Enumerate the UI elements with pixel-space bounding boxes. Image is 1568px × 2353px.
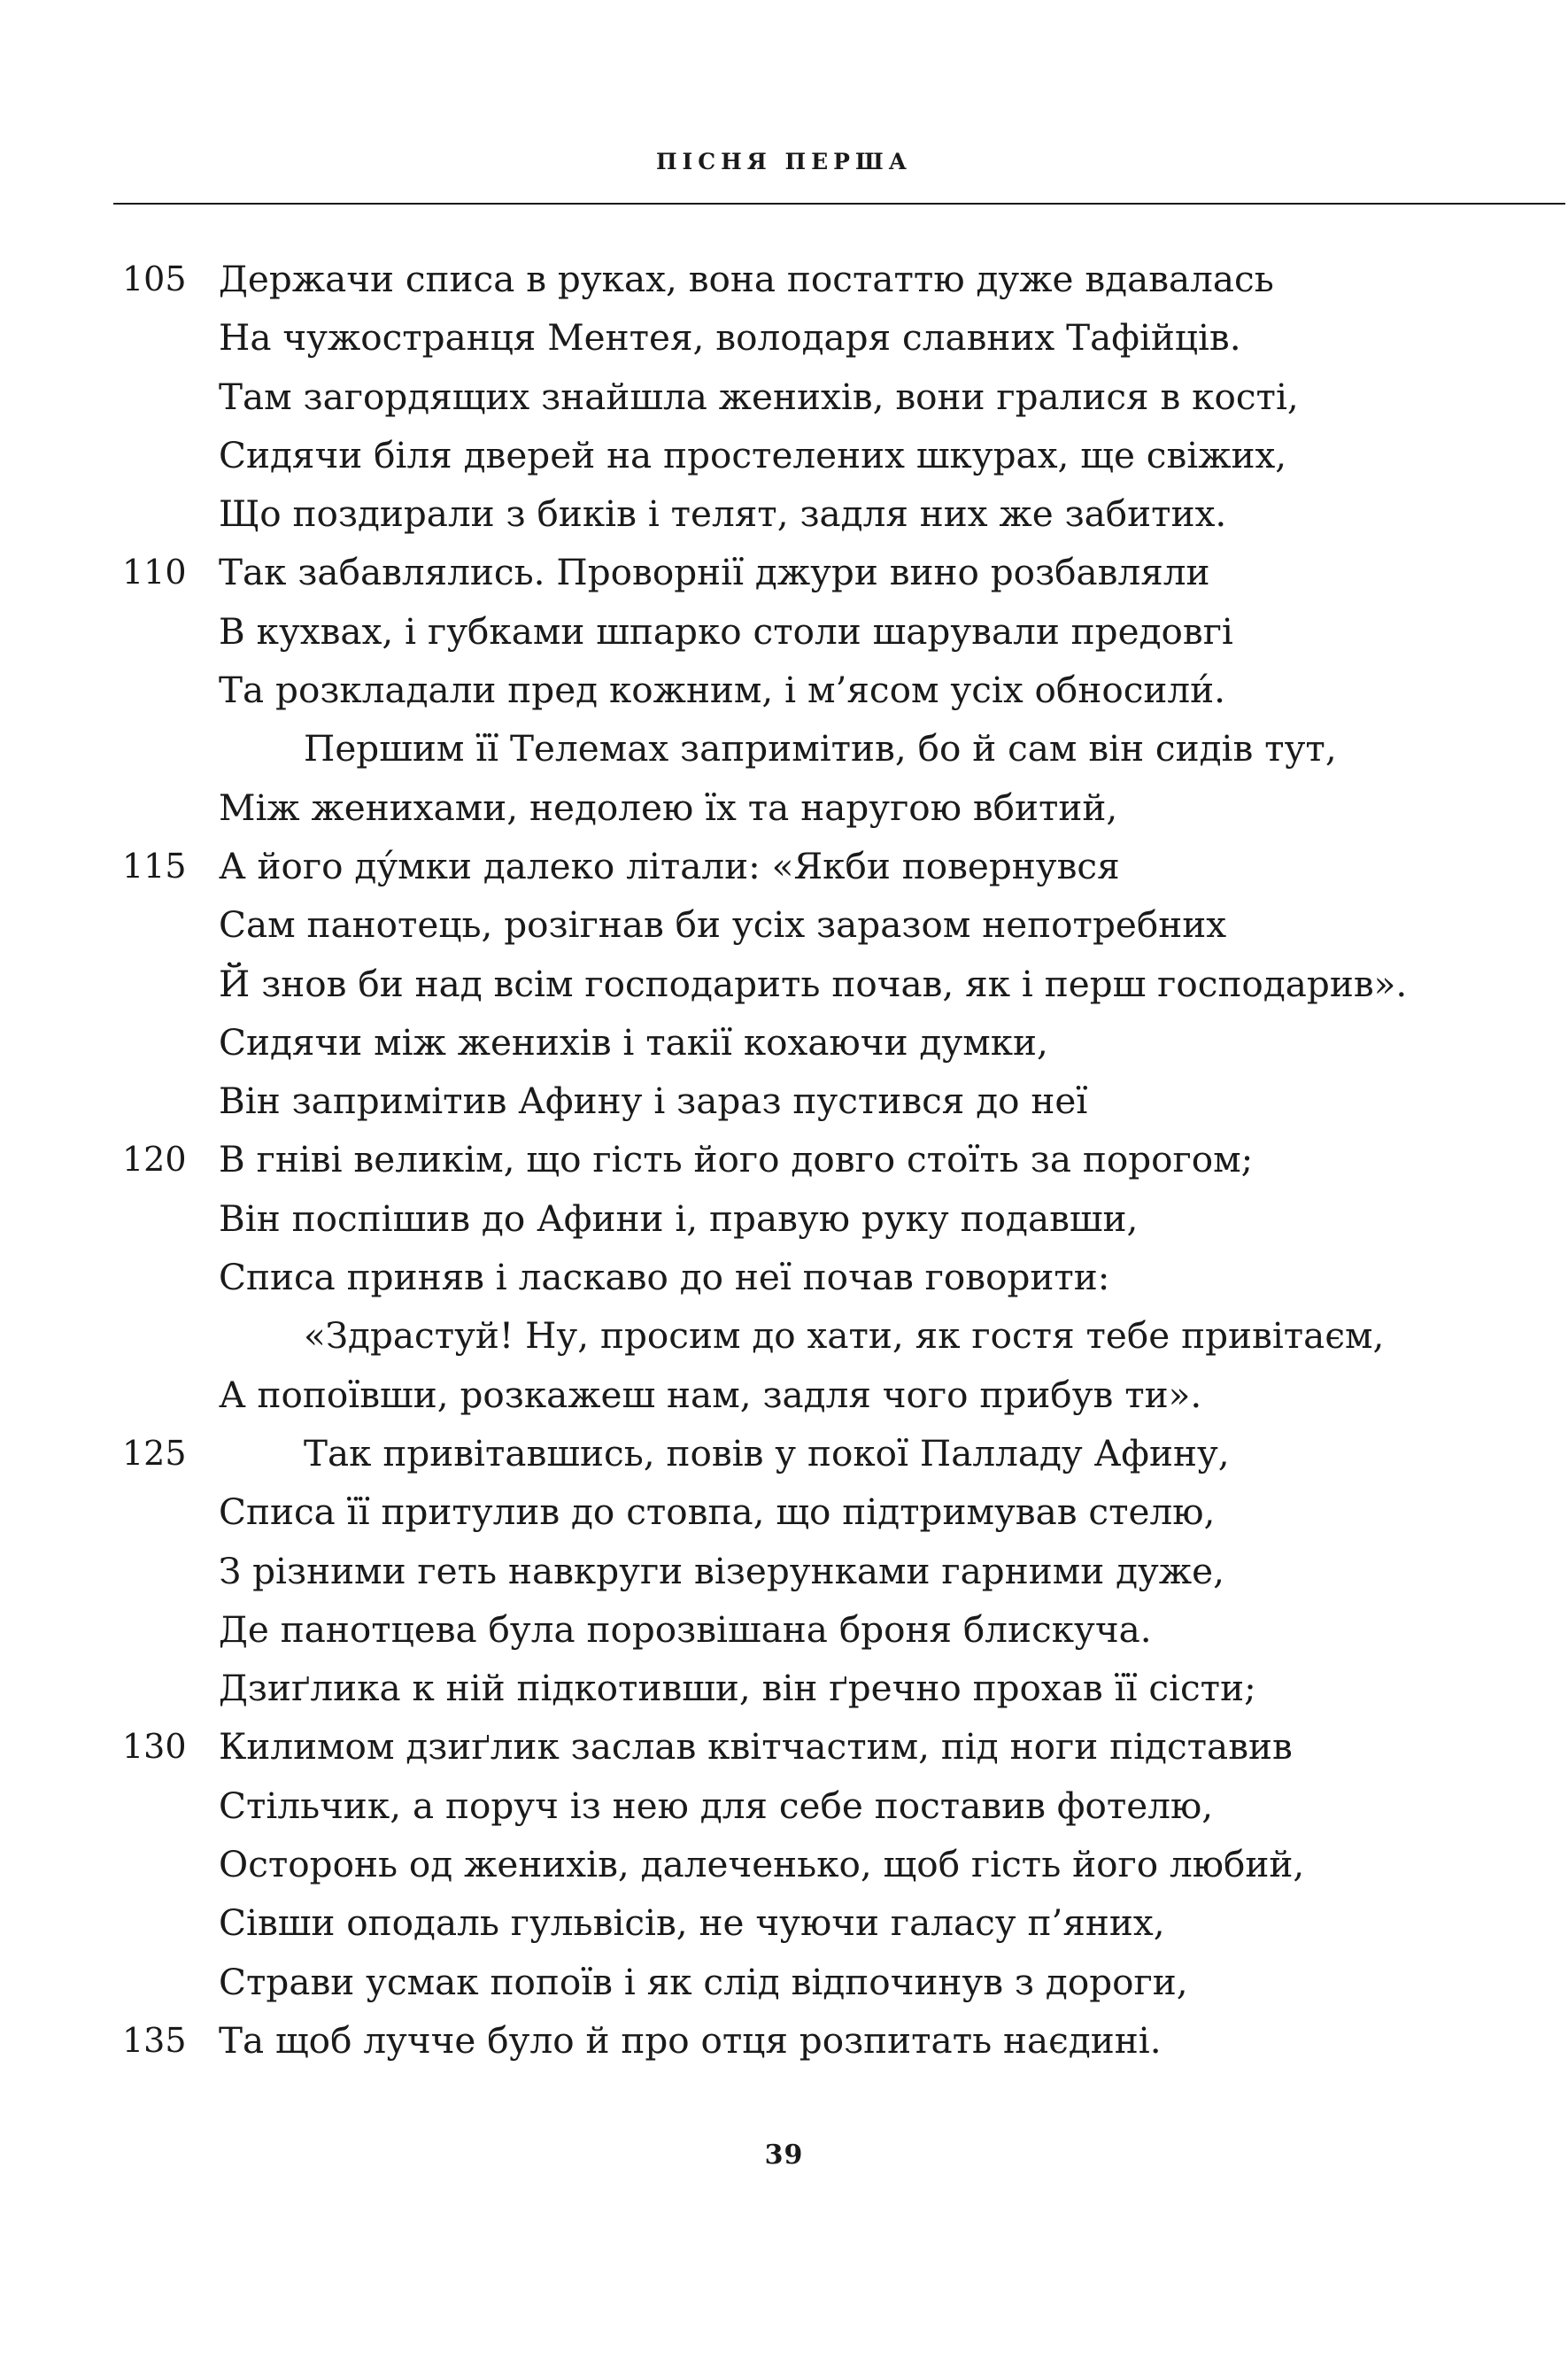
running-head: ПІСНЯ ПЕРША [655,149,913,174]
verse-text: Першим її Телемах запримітив, бо й сам він сидів тут, [304,727,1337,770]
line-number: 125 [122,1433,187,1473]
verse-line [0,1717,1568,1776]
verse-text: Там загордящих знайшла женихів, вони гралися в кості, [219,375,1299,418]
verse-line [0,1953,1568,2011]
verse-text: Списа приняв і ласкаво до неї почав говорити: [219,1256,1110,1299]
verse-text: В кухвах, і губками шпарко столи шарували предовгі [219,609,1233,653]
verse-line [0,1659,1568,1717]
verse-line [0,1542,1568,1600]
verse-text: Між женихами, недолею їх та наругою вбитий, [219,786,1118,829]
line-number: 105 [122,259,187,298]
verse-line [0,1248,1568,1306]
verse-text: Держачи списа в руках, вона постаттю дуже вдавалась [219,258,1274,300]
verse-text: Так привітавшись, повів у покої Палладу Афину, [304,1431,1230,1474]
verse-text: Сидячи між женихів і такії кохаючи думки, [219,1020,1048,1064]
verse-text: Сидячи біля дверей на простелених шкурах, ще свіжих, [219,433,1287,476]
verse-text: А попоївши, розкажеш нам, задля чого прибув ти». [219,1373,1202,1416]
verse-line [0,1776,1568,1835]
verse-text: Стільчик, а поруч із нею для себе поставив фотелю, [219,1784,1214,1827]
verse-block [0,250,1568,2070]
verse-line [0,719,1568,778]
verse-text: Списа її притулив до стовпа, що підтримував стелю, [219,1490,1216,1534]
verse-line [0,661,1568,719]
verse-text: Та щоб лучче було й про отця розпитать наєдині. [219,2018,1162,2062]
verse-line [0,837,1568,895]
verse-line [0,1013,1568,1072]
verse-line [0,308,1568,367]
verse-line [0,1306,1568,1365]
verse-line [0,1600,1568,1659]
verse-text: Він поспішив до Афини і, правую руку подавши, [219,1196,1139,1240]
verse-line [0,1130,1568,1188]
verse-text: Що поздирали з биків і телят, задля них же забитих. [219,492,1227,536]
verse-text: З різними геть навкруги візерунками гарними дуже, [219,1549,1224,1592]
verse-line [0,1893,1568,1952]
verse-line [0,778,1568,837]
verse-text: Осторонь од женихів, далеченько, щоб гість його любий, [219,1843,1305,1886]
verse-line [0,1482,1568,1541]
line-number: 130 [122,1727,187,1767]
line-number: 115 [122,846,187,886]
verse-line [0,1424,1568,1482]
verse-line [0,1189,1568,1248]
verse-text: Та розкладали пред кожним, і м’ясом усіх обносили́. [219,669,1225,712]
line-number: 120 [122,1140,187,1180]
verse-text: Й знов би над всім господарить почав, як і перш господарив». [219,962,1408,1005]
verse-line [0,250,1568,308]
verse-text: Він запримітив Афину і зараз пустився до неї [219,1080,1088,1123]
verse-line [0,543,1568,601]
verse-line [0,368,1568,426]
verse-text: «Здрастуй! Ну, просим до хати, як гостя тебе привітаєм, [304,1314,1385,1358]
verse-text: Де панотцева була порозвішана броня блискуча. [219,1607,1152,1651]
verse-line [0,602,1568,661]
verse-text: А його ду́мки далеко літали: «Якби повернувся [219,844,1120,887]
line-number: 135 [122,2020,187,2060]
verse-line [0,2011,1568,2070]
page-number: 39 [764,2140,804,2171]
verse-line [0,1835,1568,1893]
verse-line [0,426,1568,484]
verse-text: Так забавлялись. Проворнії джури вино розбавляли [219,551,1210,594]
verse-text: Дзиґлика к ній підкотивши, він ґречно прохав її сісти; [219,1667,1256,1710]
line-number: 110 [122,553,187,592]
verse-line [0,895,1568,954]
verse-text: Сівши оподаль гульвісів, не чуючи галасу п’яних, [219,1901,1165,1945]
verse-text: Сам панотець, розігнав би усіх заразом непотребних [219,903,1227,947]
verse-text: Килимом дзиґлик заслав квітчастим, під ноги підставив [219,1725,1293,1769]
verse-line [0,955,1568,1013]
verse-text: В гніві великім, що гість його довго стоїть за порогом; [219,1138,1254,1181]
header-rule [113,203,1565,205]
verse-line [0,1072,1568,1130]
verse-text: Страви усмак попоїв і як слід відпочинув з дороги, [219,1960,1188,2003]
verse-text: На чужостранця Ментея, володаря славних Тафійців. [219,316,1241,360]
verse-line [0,484,1568,543]
verse-line [0,1366,1568,1424]
